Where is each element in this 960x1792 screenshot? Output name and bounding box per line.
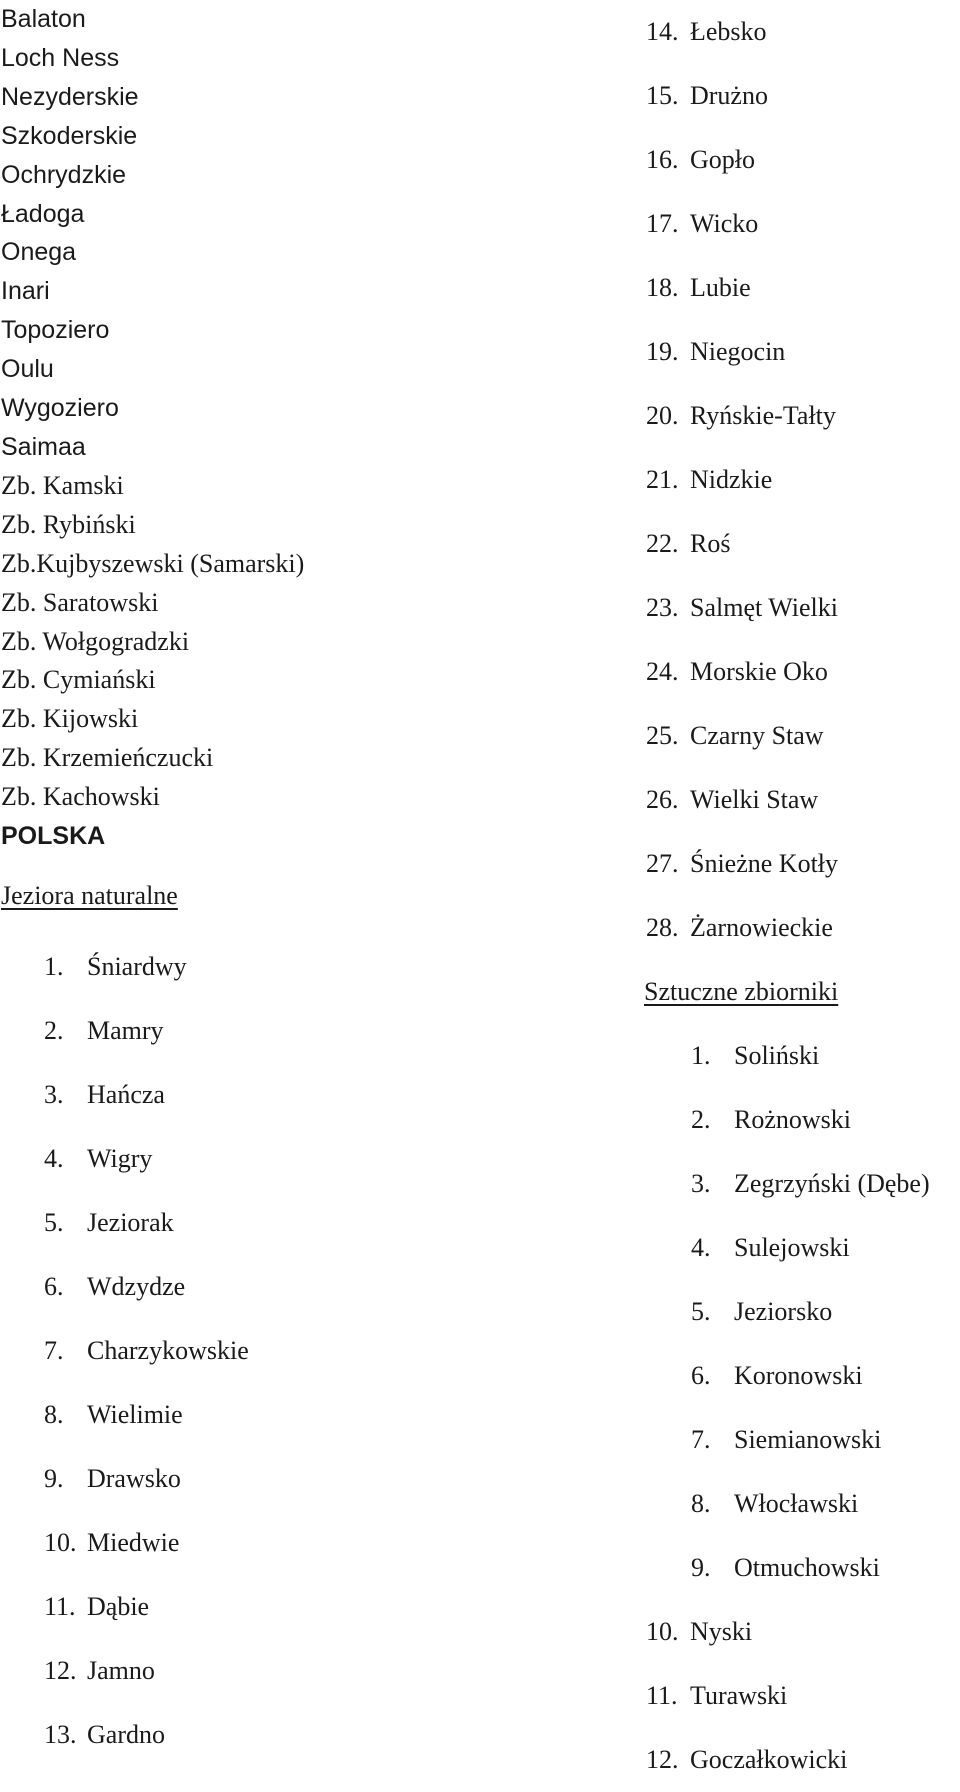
item-number: 13. [44, 1719, 77, 1749]
item-number: 27. [646, 849, 679, 878]
item-name: Otmuchowski [734, 1553, 880, 1582]
item-number: 17. [646, 209, 679, 238]
item-name: Dąbie [87, 1591, 150, 1621]
list-item [646, 192, 960, 256]
item-number: 20. [646, 401, 679, 430]
list-item [44, 1063, 641, 1127]
reservoirs-heading-wrap [644, 960, 960, 1024]
item-name: Soliński [734, 1041, 820, 1070]
list-item [44, 1575, 641, 1639]
list-item [646, 0, 960, 64]
world-lake-item: Ochrydzkie [1, 160, 127, 189]
item-number: 25. [646, 721, 679, 750]
item-name: Nidzkie [690, 465, 773, 494]
item-name: Wielimie [87, 1399, 183, 1429]
item-number: 8. [691, 1489, 711, 1518]
world-lake-item: Inari [1, 277, 50, 306]
item-name: Roś [690, 529, 731, 558]
list-item [646, 832, 960, 896]
reservoirs-list [646, 1024, 960, 1792]
item-number: 15. [646, 81, 679, 110]
item-name: Włocławski [734, 1489, 859, 1518]
item-number: 9. [44, 1463, 64, 1493]
item-name: Gopło [690, 145, 755, 174]
list-item [646, 704, 960, 768]
list-item [691, 1408, 960, 1472]
item-name: Zegrzyński (Dębe) [734, 1169, 930, 1198]
item-number: 22. [646, 529, 679, 558]
item-name: Jeziorak [87, 1207, 174, 1237]
item-name: Wicko [690, 209, 759, 238]
list-item [44, 1191, 641, 1255]
item-name: Czarny Staw [690, 721, 824, 750]
item-name: Goczałkowicki [690, 1745, 848, 1774]
right-column [646, 0, 960, 1792]
list-item [646, 768, 960, 832]
natural-lakes-heading-wrap [1, 881, 641, 921]
item-name: Hańcza [87, 1079, 165, 1109]
item-name: Siemianowski [734, 1425, 882, 1454]
item-name: Charzykowskie [87, 1335, 249, 1365]
item-number: 4. [691, 1233, 711, 1262]
item-number: 3. [691, 1169, 711, 1198]
list-item [646, 384, 960, 448]
item-number: 16. [646, 145, 679, 174]
world-lake-item: Loch Ness [1, 43, 120, 72]
item-name: Rożnowski [734, 1105, 851, 1134]
world-lake-item: Zb. Krzemieńczucki [1, 743, 214, 773]
item-number: 9. [691, 1553, 711, 1582]
list-item [44, 1319, 641, 1383]
list-item [691, 1536, 960, 1600]
list-item [44, 1447, 641, 1511]
world-lake-item: Zb. Rybiński [1, 509, 136, 539]
item-name: Wielki Staw [690, 785, 819, 814]
world-lake-item: Nezyderskie [1, 82, 139, 111]
item-name: Koronowski [734, 1361, 863, 1390]
world-lake-item: Saimaa [1, 432, 86, 461]
list-item [646, 1728, 960, 1792]
list-item [646, 1664, 960, 1728]
item-name: Śniardwy [87, 951, 187, 981]
world-lake-item: Zb. Kamski [1, 470, 124, 500]
item-number: 7. [44, 1335, 64, 1365]
natural-lakes-list [1, 935, 641, 1767]
world-lake-item: Zb. Kachowski [1, 782, 160, 812]
item-number: 6. [44, 1271, 64, 1301]
item-name: Wdzydze [87, 1271, 186, 1301]
world-lake-item: Onega [1, 238, 77, 267]
item-name: Drawsko [87, 1463, 181, 1493]
world-lake-item: Zb. Saratowski [1, 587, 159, 617]
list-item [44, 1511, 641, 1575]
left-column [1, 0, 641, 1767]
item-number: 11. [646, 1681, 678, 1710]
item-number: 5. [44, 1207, 64, 1237]
item-number: 8. [44, 1399, 64, 1429]
item-number: 5. [691, 1297, 711, 1326]
item-number: 18. [646, 273, 679, 302]
list-item [691, 1344, 960, 1408]
item-name: Gardno [87, 1719, 165, 1749]
world-lake-item: Oulu [1, 355, 54, 384]
item-name: Morskie Oko [690, 657, 828, 686]
item-name: Turawski [690, 1681, 788, 1710]
reservoirs-heading: Sztuczne zbiorniki [644, 977, 839, 1006]
list-item [646, 576, 960, 640]
item-number: 2. [44, 1015, 64, 1045]
item-number: 10. [44, 1527, 77, 1557]
item-name: Wigry [87, 1143, 153, 1173]
item-number: 6. [691, 1361, 711, 1390]
list-item [646, 320, 960, 384]
list-item [691, 1216, 960, 1280]
list-item [646, 896, 960, 960]
item-number: 1. [691, 1041, 711, 1070]
list-item [691, 1152, 960, 1216]
list-item [646, 448, 960, 512]
item-number: 14. [646, 17, 679, 46]
list-item [646, 512, 960, 576]
poland-heading: POLSKA [1, 822, 106, 851]
list-item [646, 1600, 960, 1664]
list-item [691, 1088, 960, 1152]
item-number: 2. [691, 1105, 711, 1134]
list-item [646, 256, 960, 320]
item-name: Jamno [87, 1655, 155, 1685]
item-name: Ryńskie-Tałty [690, 401, 836, 430]
item-number: 3. [44, 1079, 64, 1109]
world-lake-item: Zb. Wołgogradzki [1, 626, 190, 656]
list-item [44, 935, 641, 999]
item-number: 19. [646, 337, 679, 366]
world-lake-item: Ładoga [1, 199, 85, 228]
item-number: 4. [44, 1143, 64, 1173]
list-item [44, 999, 641, 1063]
world-lake-item: Topoziero [1, 316, 110, 345]
list-item [646, 640, 960, 704]
item-number: 11. [44, 1591, 76, 1621]
item-name: Jeziorsko [734, 1297, 833, 1326]
world-lake-item: Zb. Cymiański [1, 665, 156, 695]
item-number: 23. [646, 593, 679, 622]
item-name: Mamry [87, 1015, 164, 1045]
list-item [691, 1472, 960, 1536]
item-name: Lubie [690, 273, 751, 302]
natural-lakes-heading: Jeziora naturalne [1, 880, 178, 910]
item-name: Drużno [690, 81, 768, 110]
world-lake-item: Szkoderskie [1, 121, 138, 150]
world-lake-item: Zb.Kujbyszewski (Samarski) [1, 548, 305, 578]
item-name: Śnieżne Kotły [690, 849, 839, 878]
list-item [44, 1255, 641, 1319]
item-number: 1. [44, 951, 64, 981]
natural-lakes-list-continued [646, 0, 960, 960]
list-item [646, 128, 960, 192]
list-item [44, 1383, 641, 1447]
item-number: 12. [44, 1655, 77, 1685]
item-name: Sulejowski [734, 1233, 850, 1262]
item-name: Łebsko [690, 17, 767, 46]
item-name: Nyski [690, 1617, 753, 1646]
item-name: Salmęt Wielki [690, 593, 838, 622]
world-lake-item: Wygoziero [1, 394, 119, 423]
item-number: 12. [646, 1745, 679, 1774]
item-number: 26. [646, 785, 679, 814]
list-item [646, 64, 960, 128]
list-item [44, 1127, 641, 1191]
list-item [691, 1280, 960, 1344]
item-number: 7. [691, 1425, 711, 1454]
world-lake-item: Zb. Kijowski [1, 704, 139, 734]
list-item [44, 1703, 641, 1767]
list-item [691, 1024, 960, 1088]
world-lakes-list [1, 0, 641, 817]
list-item [44, 1639, 641, 1703]
item-name: Niegocin [690, 337, 786, 366]
item-number: 24. [646, 657, 679, 686]
item-number: 10. [646, 1617, 679, 1646]
item-number: 21. [646, 465, 679, 494]
item-name: Miedwie [87, 1527, 180, 1557]
world-lake-item: Balaton [1, 5, 86, 33]
item-number: 28. [646, 913, 679, 942]
item-name: Żarnowieckie [690, 913, 833, 942]
